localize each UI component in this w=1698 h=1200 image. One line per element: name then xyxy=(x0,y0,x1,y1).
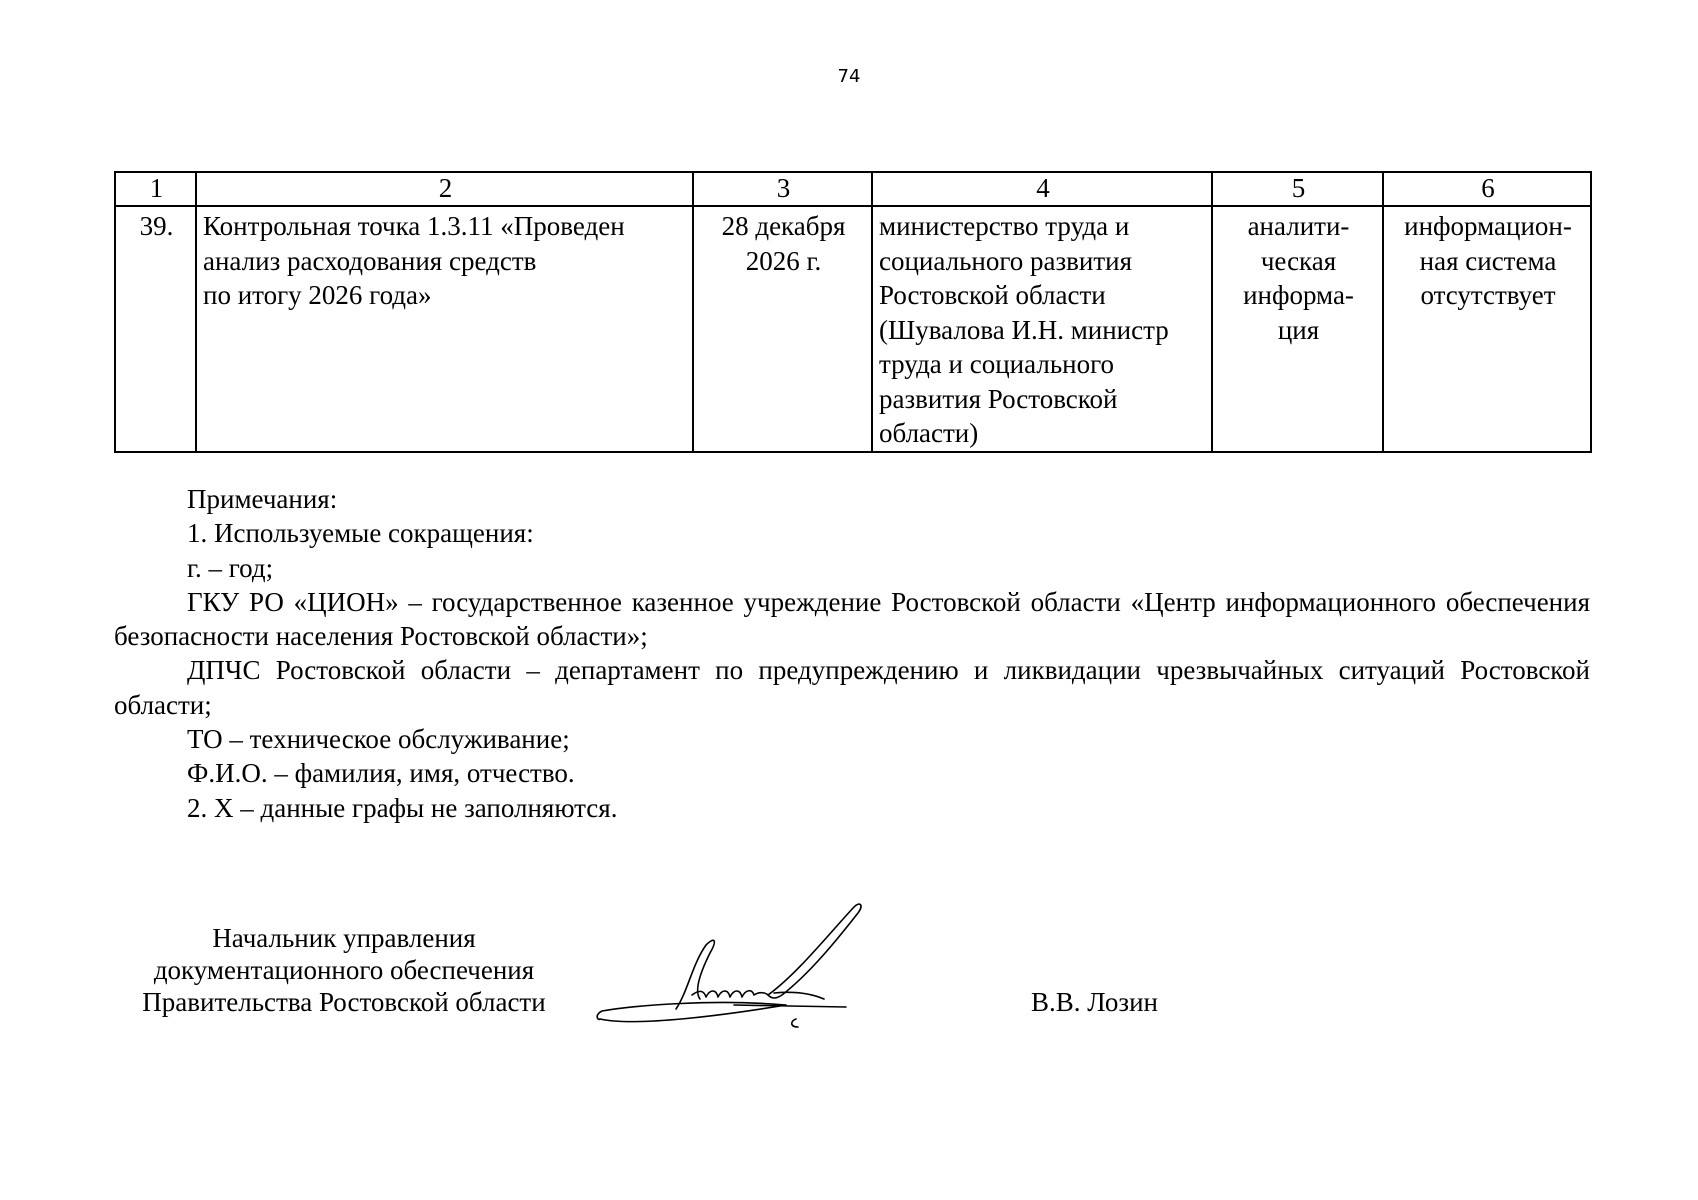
column-header-5: 5 xyxy=(1212,172,1383,206)
document-type-line: аналити- xyxy=(1247,211,1350,241)
responsible-line: труда и социального xyxy=(879,349,1114,379)
table-row xyxy=(115,206,1591,452)
abbreviation-year: г. – год; xyxy=(187,552,274,583)
document-type-line: ция xyxy=(1277,314,1320,345)
responsible-cell xyxy=(872,206,1212,452)
position-line: документационного обеспечения xyxy=(153,955,535,985)
abbreviation-gku: ГКУ РО «ЦИОН» – государственное казенное учреждение Ростовской области «Центр информационного обеспечения безопасности населения Ростовской области»; xyxy=(114,586,1590,652)
abbreviation-dpchs: ДПЧС Ростовской области – департамент по предупреждению и ликвидации чрезвычайных ситуаций Ростовской области; xyxy=(114,655,1590,720)
row-number-cell xyxy=(115,206,196,452)
position-line: Правительства Ростовской области xyxy=(142,987,546,1017)
system-line: ная система xyxy=(1419,245,1557,276)
row-number: 39. xyxy=(139,211,174,241)
date-cell xyxy=(693,206,872,452)
control-points-table xyxy=(114,171,1592,453)
abbreviation-to: ТО – техническое обслуживание; xyxy=(187,724,570,755)
system-cell xyxy=(1383,206,1591,452)
abbreviation-fio: Ф.И.О. – фамилия, имя, отчество. xyxy=(187,758,575,789)
column-header-6: 6 xyxy=(1383,172,1591,206)
notes-item-1: 1. Используемые сокращения: xyxy=(187,518,534,549)
table-header-row xyxy=(115,172,1591,206)
column-header-2: 2 xyxy=(196,172,693,206)
document-type-line: ческая xyxy=(1260,245,1337,276)
document-type-line: информа- xyxy=(1243,280,1354,310)
responsible-line: социального развития xyxy=(879,245,1133,276)
column-header-1: 1 xyxy=(115,172,196,206)
responsible-line: области) xyxy=(879,418,979,448)
responsible-line: министерство труда и xyxy=(879,211,1130,241)
document-type-cell xyxy=(1212,206,1383,452)
responsible-line: (Шувалова И.Н. министр xyxy=(879,314,1169,345)
description-line: Контрольная точка 1.3.11 «Проведен xyxy=(203,211,625,241)
responsible-line: Ростовской области xyxy=(879,280,1106,310)
signer-name: В.В. Лозин xyxy=(1031,987,1158,1017)
notes-section xyxy=(114,482,1590,825)
notes-item-2: 2. Х – данные графы не заполняются. xyxy=(187,792,618,823)
position-line: Начальник управления xyxy=(212,923,476,953)
system-line: информацион- xyxy=(1404,211,1572,241)
description-line: по итогу 2026 года» xyxy=(203,280,432,310)
date-line: 2026 г. xyxy=(745,245,822,276)
column-header-4: 4 xyxy=(872,172,1212,206)
handwritten-signature xyxy=(596,895,926,1035)
responsible-line: развития Ростовской xyxy=(879,383,1118,414)
system-line: отсутствует xyxy=(1420,280,1556,310)
description-line: анализ расходования средств xyxy=(203,245,537,276)
page-number: 74 xyxy=(837,66,861,87)
column-header-3: 3 xyxy=(693,172,872,206)
notes-title: Примечания: xyxy=(187,484,338,514)
date-line: 28 декабря xyxy=(721,211,846,241)
description-cell xyxy=(196,206,693,452)
signatory-position xyxy=(114,922,574,1018)
